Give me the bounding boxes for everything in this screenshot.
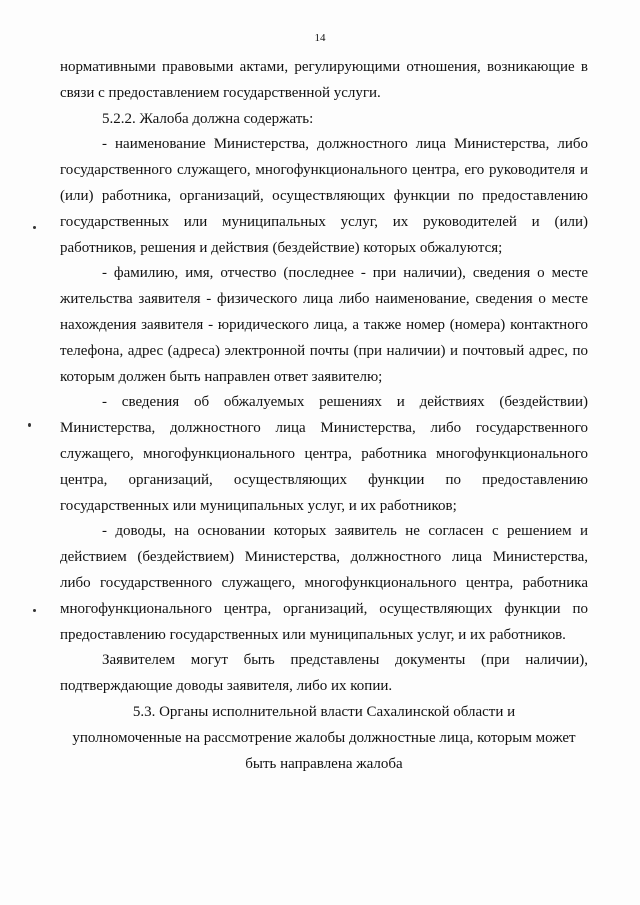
paragraph-item-name: - наименование Министерства, должностного лица Министерства, либо государственного служащего, многофункционального центра, его руководителя и (или) работника, организаций, осуществляющих функции по предоставлению государственных или муниципальных услуг, их руководителей и (или) работников, решения и действия (бездействие) которых обжалуются;	[60, 136, 588, 256]
document-body	[60, 55, 588, 700]
page-number: 14	[314, 32, 326, 44]
heading-line: 5.3. Органы исполнительной власти Сахалинской области и	[132, 704, 516, 720]
paragraph-continuation: нормативными правовыми актами, регулирующими отношения, возникающие в связи с предоставлением государственной услуги.	[60, 59, 588, 101]
paragraph-documents: Заявителем могут быть представлены документы (при наличии), подтверждающие доводы заявителя, либо их копии.	[60, 652, 588, 695]
scan-speck	[28, 423, 31, 427]
heading-line: уполномоченные на рассмотрение жалобы должностные лица, которым может	[72, 729, 576, 746]
paragraph-section-5-2-2: 5.2.2. Жалоба должна содержать:	[102, 110, 314, 127]
scan-speck	[33, 609, 36, 612]
heading-line: быть направлена жалоба	[245, 755, 403, 772]
scan-speck	[33, 226, 36, 229]
paragraph-item-arguments: - доводы, на основании которых заявитель не согласен с решением и действием (бездействием) Министерства, должностного лица Министерства, либо государственного служащего, многофункционального центра, работника многофункционального центра, организаций, осуществляющих функции по предоставлению государственных или муниципальных услуг, и их работников.	[60, 523, 588, 643]
paragraph-item-decisions: - сведения об обжалуемых решениях и действиях (бездействии) Министерства, должностного лица Министерства, либо государственного служащего, многофункционального центра, работника многофункционального центра, организаций, осуществляющих функции по предоставлению государственных или муниципальных услуг, и их работников;	[60, 394, 588, 514]
paragraph-item-applicant: - фамилию, имя, отчество (последнее - при наличии), сведения о месте жительства заявителя - физического лица либо наименование, сведения о месте нахождения заявителя - юридического лица, а также номер (номера) контактного телефона, адрес (адреса) электронной почты (при наличии) и почтовый адрес, по которым должен быть направлен ответ заявителю;	[60, 265, 588, 385]
section-heading-5-3	[60, 700, 588, 777]
